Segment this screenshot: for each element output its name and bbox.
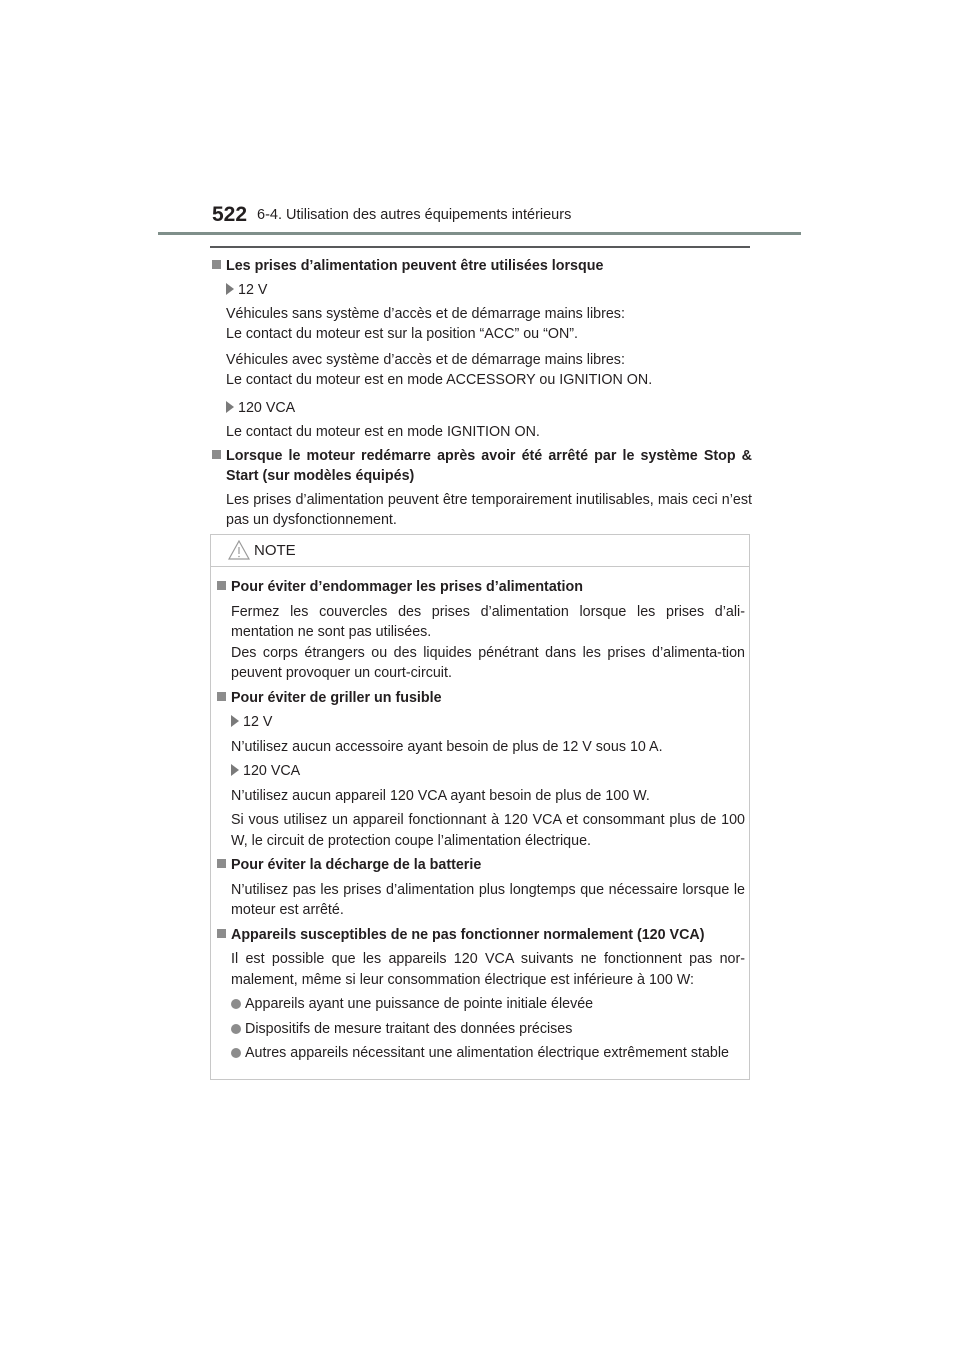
paragraph: N’utilisez pas les prises d’alimentation plus longtemps que nécessaire lorsque le moteur est arrêté.: [231, 881, 745, 918]
square-bullet-icon: [212, 260, 221, 269]
note-header: [211, 535, 749, 567]
note-heading: [217, 925, 745, 946]
note-heading: [217, 855, 745, 876]
heading-text: Les prises d’alimentation peuvent être utilisées lorsque: [226, 258, 604, 274]
text-line: Véhicules sans système d’accès et de démarrage mains libres:: [226, 306, 625, 322]
sub-item: [226, 398, 752, 418]
paragraph: Les prises d’alimentation peuvent être temporairement inutilisables, mais ceci n’est pas un dysfonctionnement.: [226, 492, 752, 528]
sub-item: [231, 761, 745, 782]
square-bullet-icon: [217, 581, 226, 590]
bullet-dot-icon: [231, 1024, 241, 1034]
sub-item: [231, 712, 745, 733]
note-heading: [217, 577, 745, 598]
header-rule: [158, 232, 801, 235]
text-line: Véhicules avec système d’accès et de démarrage mains libres:: [226, 352, 625, 368]
sub-item-label: 120 VCA: [238, 400, 296, 416]
paragraph: Si vous utilisez un appareil fonctionnant à 120 VCA et consommant plus de 100 W, le circuit de protection coupe l’alimentation électrique.: [231, 812, 745, 849]
triangle-arrow-icon: [226, 283, 234, 295]
sub-item-label: 12 V: [238, 282, 268, 298]
note-body: [217, 577, 745, 1068]
paragraph: [231, 602, 745, 684]
text-line: Le contact du moteur est sur la position “ACC” ou “ON”.: [226, 326, 579, 342]
sub-item-label: 12 V: [243, 714, 273, 730]
page-number: 522: [212, 203, 248, 226]
square-bullet-icon: [217, 692, 226, 701]
note-box: [210, 534, 750, 1080]
main-content: [212, 256, 752, 534]
paragraph: Le contact du moteur est en mode IGNITION ON.: [226, 424, 540, 440]
heading-text: Pour éviter la décharge de la batterie: [231, 857, 482, 873]
chapter-title: 6-4. Utilisation des autres équipements intérieurs: [257, 207, 572, 223]
section-rule: [210, 246, 750, 248]
heading-text: Pour éviter d’endommager les prises d’alimentation: [231, 579, 583, 595]
text-line: Des corps étrangers ou des liquides pénétrant dans les prises d’alimenta-tion peuvent provoquer un court-circuit.: [231, 644, 745, 681]
heading-text: Pour éviter de griller un fusible: [231, 689, 442, 706]
list-item: [231, 994, 745, 1015]
square-bullet-icon: [217, 929, 226, 938]
list-item: [231, 1043, 745, 1064]
list-item: [231, 1019, 745, 1040]
warning-icon: [228, 540, 250, 560]
note-title: NOTE: [254, 542, 296, 559]
paragraph: [226, 304, 752, 344]
paragraph: Il est possible que les appareils 120 VCA suivants ne fonctionnent pas nor-malement, même si leur consommation électrique est inférieure à 100 W:: [231, 951, 745, 988]
bullet-dot-icon: [231, 1048, 241, 1058]
text-line: Fermez les couvercles des prises d’alimentation lorsque les prises d’ali-mentation ne sont pas utilisées.: [231, 603, 745, 640]
list-item-text: Appareils ayant une puissance de pointe initiale élevée: [245, 996, 594, 1012]
section-heading: [212, 256, 752, 276]
triangle-arrow-icon: [231, 715, 239, 727]
paragraph: N’utilisez aucun accessoire ayant besoin de plus de 12 V sous 10 A.: [231, 738, 663, 755]
square-bullet-icon: [217, 859, 226, 868]
paragraph: [226, 350, 752, 390]
square-bullet-icon: [212, 450, 221, 459]
list-item-text: Dispositifs de mesure traitant des données précises: [245, 1020, 573, 1037]
triangle-arrow-icon: [226, 401, 234, 413]
heading-text: Appareils susceptibles de ne pas fonctionner normalement (120 VCA): [231, 926, 705, 943]
note-heading: [217, 688, 745, 709]
text-line: Le contact du moteur est en mode ACCESSORY ou IGNITION ON.: [226, 372, 653, 388]
sub-item: [226, 280, 752, 300]
section-heading: [212, 446, 752, 486]
triangle-arrow-icon: [231, 764, 239, 776]
bullet-dot-icon: [231, 999, 241, 1009]
paragraph: N’utilisez aucun appareil 120 VCA ayant besoin de plus de 100 W.: [231, 787, 650, 804]
heading-text: Lorsque le moteur redémarre après avoir été arrêté par le système Stop & Start (sur modèles équipés): [226, 448, 752, 484]
sub-item-label: 120 VCA: [243, 763, 301, 779]
list-item-text: Autres appareils nécessitant une alimentation électrique extrêmement stable: [245, 1045, 729, 1061]
